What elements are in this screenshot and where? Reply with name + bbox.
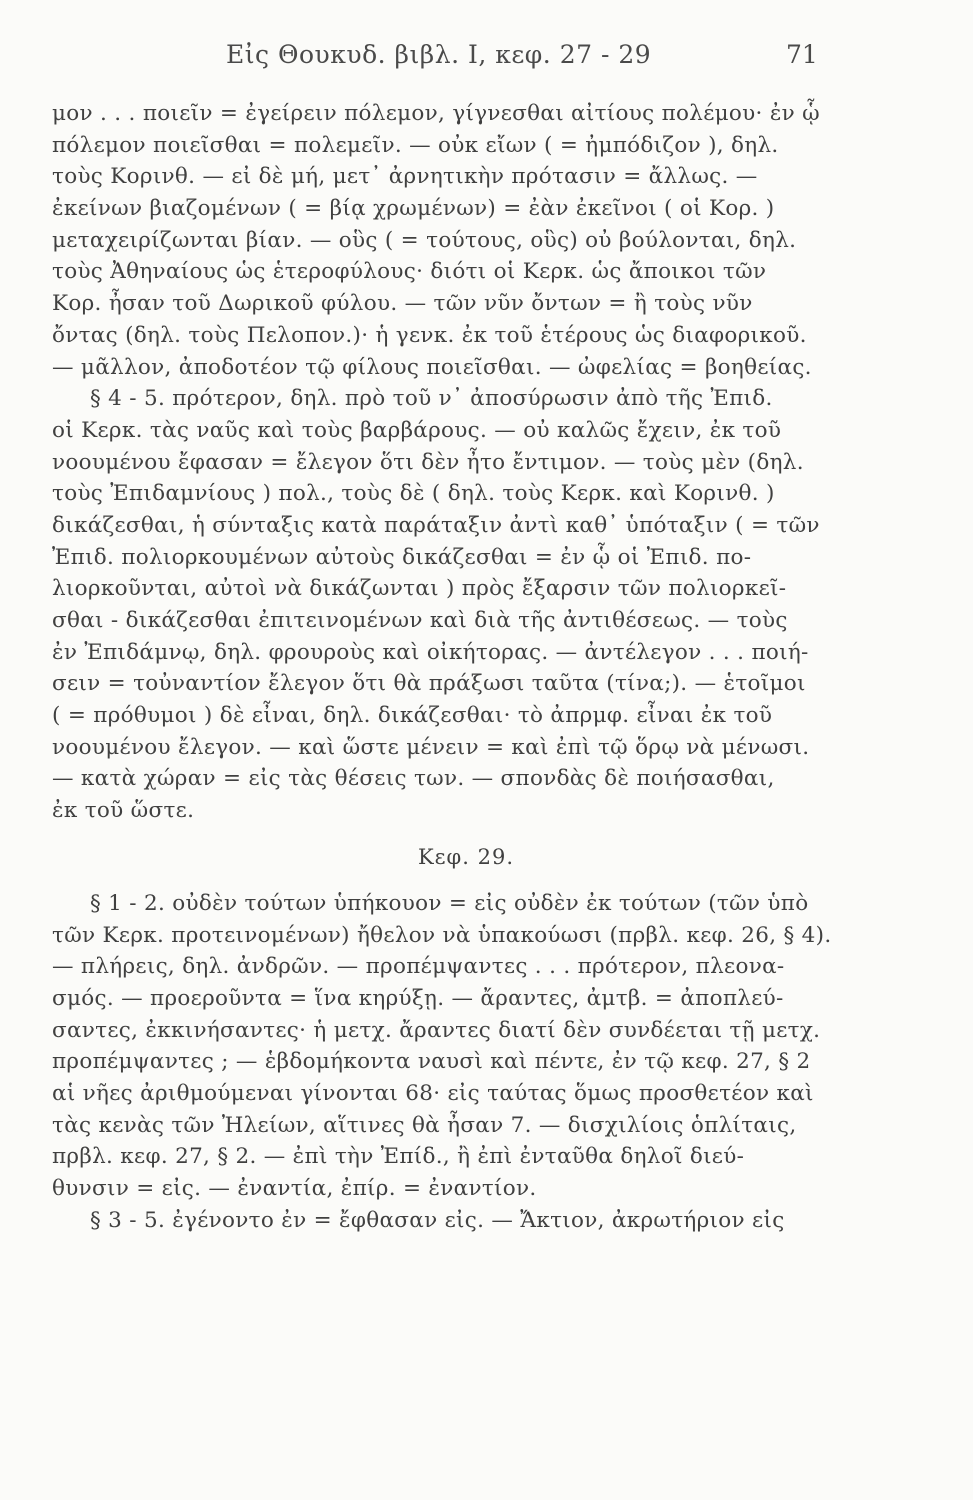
text-line: νοουμένου ἔλεγον. — καὶ ὥστε μένειν = καὶ ἐπὶ τῷ ὅρῳ νὰ μένωσι. [52,734,810,760]
text-line: μον . . . ποιεῖν = ἐγείρειν πόλεμον, γίγνεσθαι αἰτίους πολέμου· ἐν ᾧ [52,101,820,126]
text-line: ὄντας (δηλ. τοὺς Πελοπον.)· ἡ γενκ. ἐκ τοῦ ἑτέρους ὡς διαφορικοῦ. [52,322,807,348]
section-line: § 1 - 2. οὐδὲν τούτων ὑπήκουον = εἰς οὐδὲν ἐκ τούτων (τῶν ὑπὸ [90,890,809,916]
commentary-body [52,98,852,1236]
text-line: σαντες, ἐκκινήσαντες· ἡ μετχ. ἄραντες διατί δὲν συνδέεται τῇ μετχ. [52,1017,821,1043]
text-line: δικάζεσθαι, ἡ σύνταξις κατὰ παράταξιν ἀντὶ καθ᾽ ὑπόταξιν ( = τῶν [52,512,820,538]
chapter-heading: Κεφ. 29. [417,844,515,869]
section-line: § 3 - 5. ἐγένοντο ἐν = ἔφθασαν εἰς. — Ἄκτιον, ἀκρωτήριον εἰς [90,1207,785,1233]
text-line: — πλήρεις, δηλ. ἀνδρῶν. — προπέμψαντες . . . πρότερον, πλεονα- [52,954,785,980]
text-line: ( = πρόθυμοι ) δὲ εἶναι, δηλ. δικάζεσθαι· τὸ ἀπρμφ. εἶναι ἐκ τοῦ [52,703,773,729]
text-line: σθαι - δικάζεσθαι ἐπιτεινομένων καὶ διὰ τῆς ἀντιθέσεως. — τοὺς [52,608,788,633]
text-line: Κορ. ἦσαν τοῦ Δωρικοῦ φύλου. — τῶν νῦν ὄντων = ἢ τοὺς νῦν [52,291,753,317]
text-line: τοὺς Ἀθηναίους ὡς ἑτεροφύλους· διότι οἱ Κερκ. ὡς ἄποικοι τῶν [52,259,767,285]
text-line: ἐκ τοῦ ὥστε. [52,798,195,824]
text-line: — μᾶλλον, ἀποδοτέον τῷ φίλους ποιεῖσθαι. — ὠφελίας = βοηθείας. [52,354,812,380]
text-line: σειν = τοὐναντίον ἔλεγον ὅτι θὰ πράξωσι ταῦτα (τίνα;). — ἑτοῖμοι [52,671,806,697]
text-line: ἐν Ἐπιδάμνῳ, δηλ. φρουροὺς καὶ οἰκήτορας. — ἀντέλεγον . . . ποιή- [52,639,809,665]
text-line: θυνσιν = εἰς. — ἐναντία, ἐπίρ. = ἐναντίον. [52,1176,537,1201]
text-line: σμός. — προεροῦντα = ἵνα κηρύξῃ. — ἄραντες, ἀμτβ. = ἀποπλεύ- [52,985,784,1011]
text-line: πόλεμον ποιεῖσθαι = πολεμεῖν. — οὐκ εἴων ( = ἠμπόδιζον ), δηλ. [52,132,779,158]
text-line: νοουμένου ἔφασαν = ἔλεγον ὅτι δὲν ἦτο ἔντιμον. — τοὺς μὲν (δηλ. [52,449,804,475]
text-line: πρβλ. κεφ. 27, § 2. — ἐπὶ τὴν Ἐπίδ., ἢ ἐπὶ ἐνταῦθα δηλοῖ διεύ- [52,1144,745,1170]
text-line: Ἐπιδ. πολιορκουμένων αὐτοὺς δικάζεσθαι = ἐν ᾧ οἱ Ἐπιδ. πο- [52,544,752,570]
text-line: προπέμψαντες ; — ἑβδομήκοντα ναυσὶ καὶ πέντε, ἐν τῷ κεφ. 27, § 2 [52,1049,811,1075]
page-number: 71 [786,40,818,69]
text-line: τῶν Κερκ. προτεινομένων) ἤθελον νὰ ὑπακούωσι (πρβλ. κεφ. 26, § 4). [52,922,832,948]
text-line: — κατὰ χώραν = εἰς τὰς θέσεις των. — σπονδὰς δὲ ποιήσασθαι, [52,766,775,792]
text-line: λιορκοῦνται, αὐτοὶ νὰ δικάζωνται ) πρὸς ἔξαρσιν τῶν πολιορκεῖ- [52,576,787,602]
running-head [0,40,973,80]
running-title: Εἰς Θουκυδ. βιβλ. Ι, κεφ. 27 - 29 [226,40,652,69]
text-line: ἐκείνων βιαζομένων ( = βίᾳ χρωμένων) = ἐὰν ἐκεῖνοι ( οἱ Κορ. ) [52,196,775,222]
text-line: τοὺς Κορινθ. — εἰ δὲ μή, μετ᾽ ἀρνητικὴν πρότασιν = ἄλλως. — [52,164,758,190]
text-line: μεταχειρίζωνται βίαν. — οὓς ( = τούτους, οὓς) οὐ βούλονται, δηλ. [52,227,797,253]
text-line: οἱ Κερκ. τὰς ναῦς καὶ τοὺς βαρβάρους. — οὐ καλῶς ἔχειν, ἐκ τοῦ [52,417,782,443]
text-line: αἱ νῆες ἀριθμούμεναι γίνονται 68· εἰς ταύτας ὅμως προσθετέον καὶ [52,1080,814,1106]
text-line: τοὺς Ἐπιδαμνίους ) πολ., τοὺς δὲ ( δηλ. τοὺς Κερκ. καὶ Κορινθ. ) [52,481,775,507]
text-line: τὰς κενὰς τῶν Ἠλείων, αἵτινες θὰ ἦσαν 7. — δισχιλίοις ὁπλίταις, [52,1112,797,1138]
section-line: § 4 - 5. πρότερον, δηλ. πρὸ τοῦ ν᾽ ἀποσύρωσιν ἀπὸ τῆς Ἐπιδ. [90,386,773,412]
